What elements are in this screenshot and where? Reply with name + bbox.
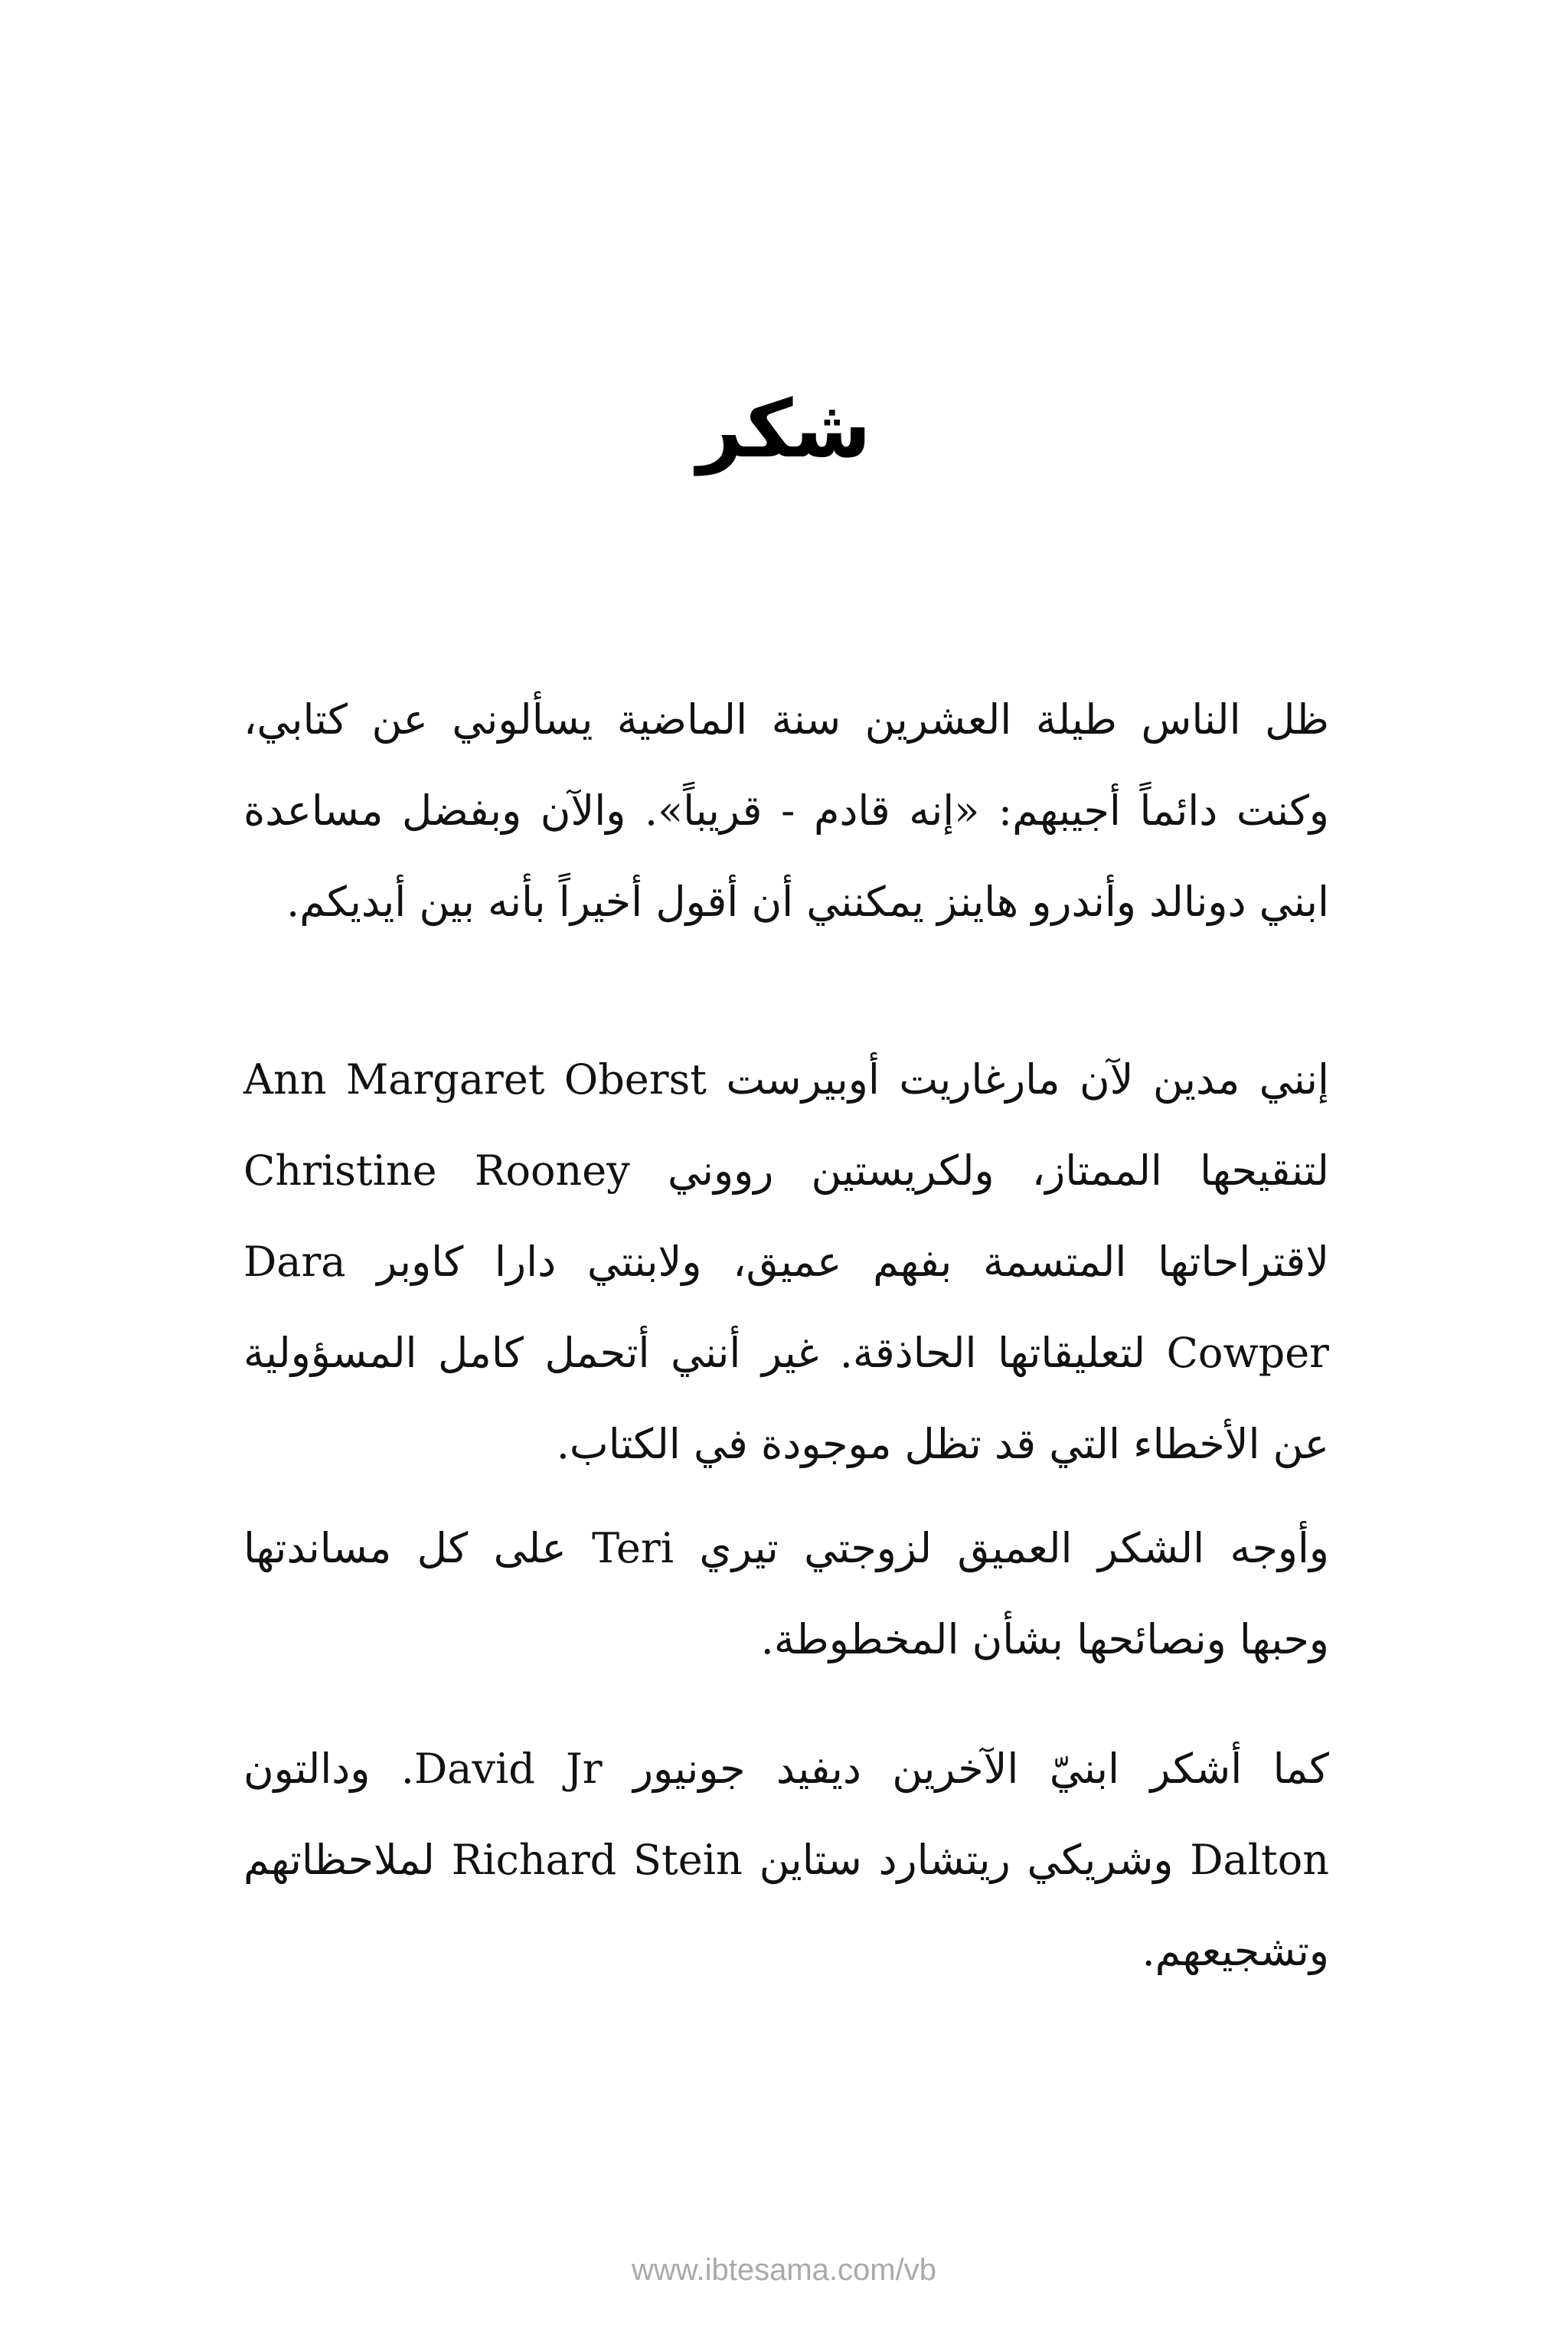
acknowledgement-paragraph-2: إنني مدين لآن مارغاريت أوبيرست Ann Margaret Oberst لتنقيحها الممتاز، ولكريستين رووني Christine Rooney لاقتراحاتها المتسمة بفهم عميق، ولابنتي دارا كاوبر Dara Cowper لتعليقاتها الحاذقة. غير أنني أتحمل كامل المسؤولية عن الأخطاء التي قد تظل موجودة في الكتاب. <box>243 1055 1330 1468</box>
page-title: شكر <box>697 382 871 476</box>
acknowledgement-paragraph-1: ظل الناس طيلة العشرين سنة الماضية يسألوني عن كتابي، وكنت دائماً أجيبهم: «إنه قادم - قريباً». والآن وبفضل مساعدة ابني دونالد وأندرو هاينز يمكنني أن أقول أخيراً بأنه بين أيديكم. <box>243 695 1329 926</box>
footer-watermark-url: www.ibtesama.com/vb <box>632 2253 936 2287</box>
acknowledgement-paragraph-3: وأوجه الشكر العميق لزوجتي تيري Teri على كل مساندتها وحبها ونصائحها بشأن المخطوطة. <box>243 1524 1329 1663</box>
acknowledgement-paragraph-4: كما أشكر ابنيّ الآخرين ديفيد جونيور David Jr. ودالتون Dalton وشريكي ريتشارد ستاين Richard Stein لملاحظاتهم وتشجيعهم. <box>243 1745 1330 1975</box>
